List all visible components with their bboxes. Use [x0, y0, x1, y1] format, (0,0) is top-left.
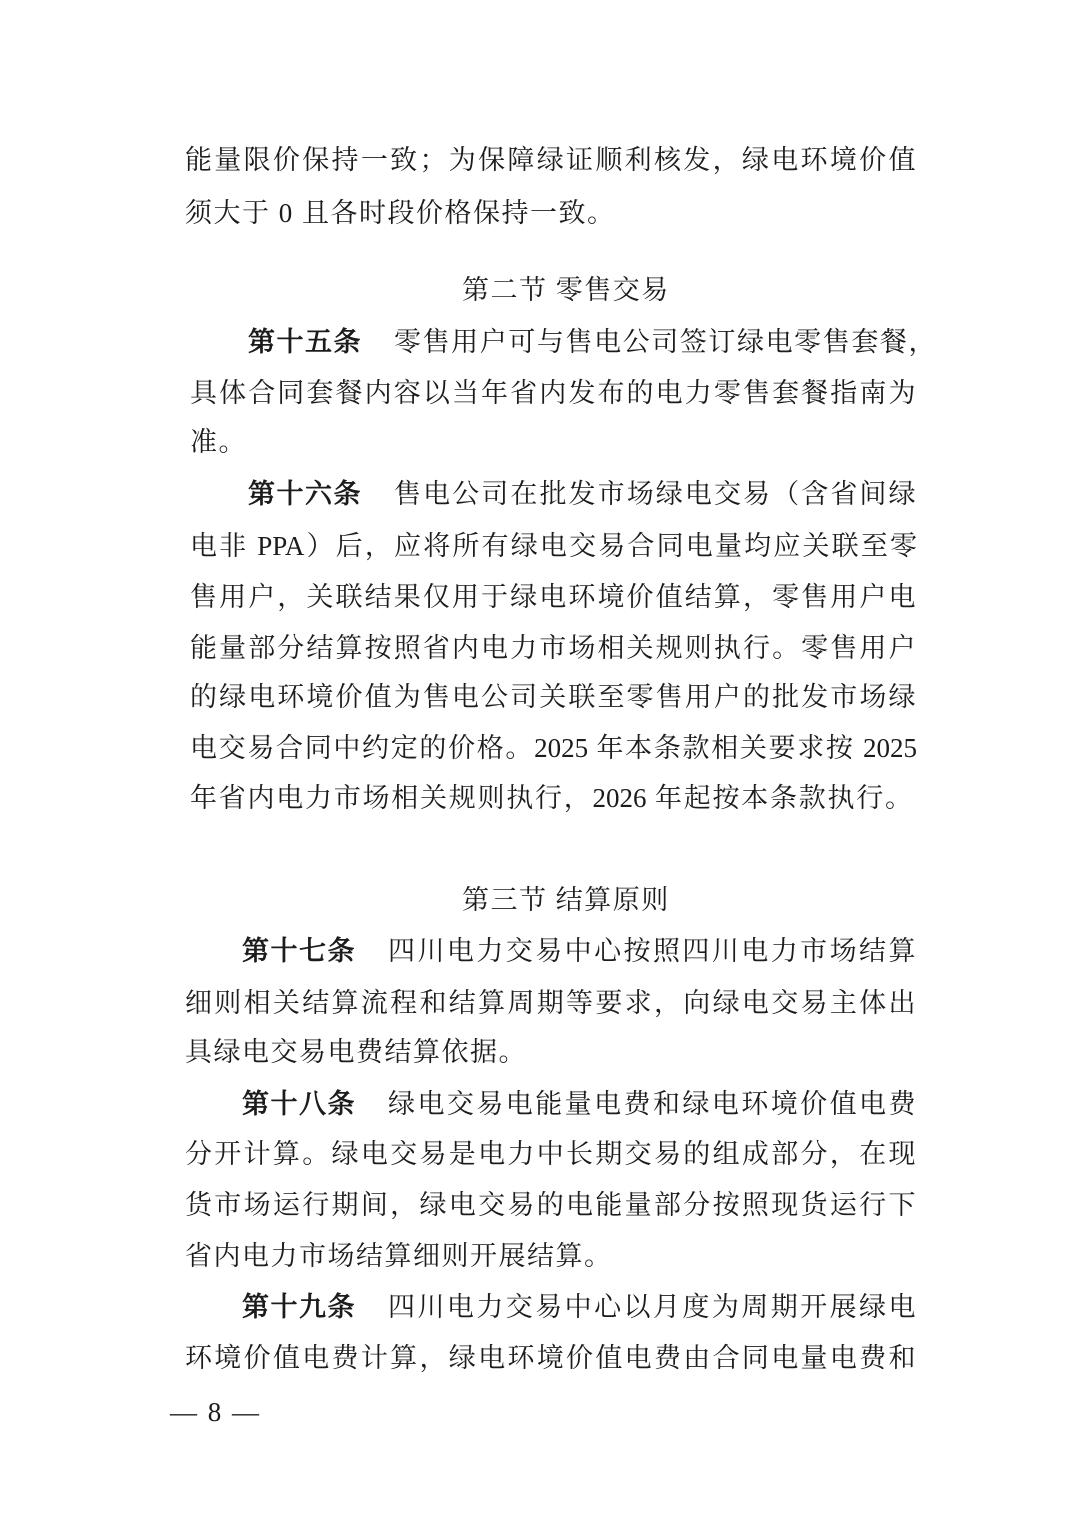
article-16-first-line: [248, 474, 917, 514]
section-3-heading: 第三节 结算原则: [462, 885, 670, 915]
article-18-line-3: 货市场运行期间，绿电交易的电能量部分按照现货运行下: [185, 1190, 917, 1220]
article-18-line-1: 绿电交易电能量电费和绿电环境价值电费: [388, 1089, 917, 1119]
article-15-first-line: [248, 322, 937, 362]
article-16-line-1: 售电公司在批发市场绿电交易（含省间绿: [394, 479, 917, 509]
article-17-label: 第十七条: [242, 936, 356, 966]
article-15-line-2: 具体合同套餐内容以当年省内发布的电力零售套餐指南为: [190, 378, 917, 408]
article-15-line-1: 零售用户可与售电公司签订绿电零售套餐，: [394, 327, 937, 357]
article-15-label: 第十五条: [248, 327, 362, 357]
article-18-first-line: [242, 1084, 917, 1124]
article-19-line-2: 环境价值电费计算，绿电环境价值电费由合同电量电费和: [185, 1343, 917, 1373]
article-19-line-1: 四川电力交易中心以月度为周期开展绿电: [388, 1292, 917, 1322]
article-17-line-3: 具绿电交易电费结算依据。: [185, 1037, 527, 1067]
article-16-line-6: 电交易合同中约定的价格。2025 年本条款相关要求按 2025: [190, 733, 917, 763]
article-16-label: 第十六条: [248, 479, 362, 509]
page-number: — 8 —: [170, 1397, 261, 1427]
article-16-line-5: 的绿电环境价值为售电公司关联至零售用户的批发市场绿: [190, 682, 917, 712]
article-16-line-2: 电非 PPA）后，应将所有绿电交易合同电量均应关联至零: [190, 531, 917, 561]
article-16-line-4: 能量部分结算按照省内电力市场相关规则执行。零售用户: [190, 633, 917, 663]
intro-line-1: 能量限价保持一致；为保障绿证顺利核发，绿电环境价值: [185, 145, 917, 175]
article-18-label: 第十八条: [242, 1089, 356, 1119]
article-19-first-line: [242, 1287, 917, 1327]
article-19-label: 第十九条: [242, 1292, 356, 1322]
article-17-line-1: 四川电力交易中心按照四川电力市场结算: [388, 936, 917, 966]
article-16-line-7: 年省内电力市场相关规则执行，2026 年起按本条款执行。: [190, 783, 912, 813]
article-17-line-2: 细则相关结算流程和结算周期等要求，向绿电交易主体出: [185, 988, 917, 1018]
article-18-line-4: 省内电力市场结算细则开展结算。: [185, 1241, 613, 1271]
section-2-heading: 第二节 零售交易: [462, 275, 670, 305]
article-15-line-3: 准。: [190, 427, 247, 457]
article-16-line-3: 售用户，关联结果仅用于绿电环境价值结算，零售用户电: [190, 582, 917, 612]
article-18-line-2: 分开计算。绿电交易是电力中长期交易的组成部分，在现: [185, 1139, 917, 1169]
article-17-first-line: [242, 931, 917, 971]
intro-line-2: 须大于 0 且各时段价格保持一致。: [185, 198, 616, 228]
